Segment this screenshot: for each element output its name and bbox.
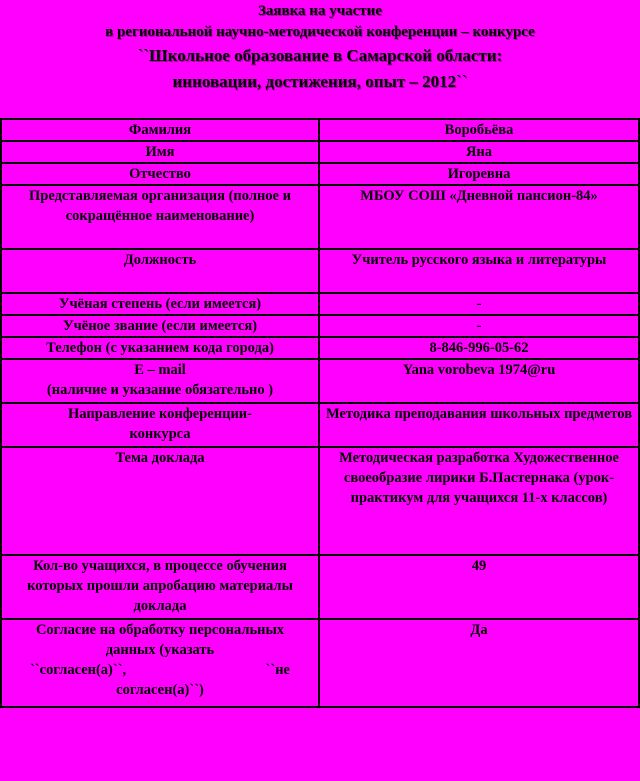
application-table	[0, 118, 640, 708]
consent-label	[1, 619, 319, 707]
academic-title-label: Учёное звание (если имеется)	[1, 315, 319, 337]
academic-title-value: -	[319, 315, 639, 337]
consent-label-line2	[4, 660, 316, 680]
topic-label: Тема доклада	[1, 447, 319, 555]
consent-value: Да	[319, 619, 639, 707]
direction-value: Методика преподавания школьных предметов	[319, 403, 639, 447]
consent-label-line1: Согласие на обработку персональных данных (указать	[35, 622, 285, 658]
name-label: Имя	[1, 141, 319, 163]
table-row	[1, 619, 639, 707]
surname-label: Фамилия	[1, 119, 319, 141]
consent-label-line3: согласен(а)``)	[116, 682, 204, 698]
students-count-label: Кол-во учащихся, в процессе обучения которых прошли апробацию материалы доклада	[1, 555, 319, 619]
email-label-note: (наличие и указание обязательно )	[46, 382, 274, 398]
organization-value: МБОУ СОШ «Дневной пансион-84»	[319, 185, 639, 249]
conference-name-line1: ``Школьное образование в Самарской области:	[137, 46, 503, 65]
phone-label: Телефон (с указанием кода города)	[1, 337, 319, 359]
degree-value: -	[319, 293, 639, 315]
email-label-main: E – mail	[134, 362, 186, 378]
table-row	[1, 141, 639, 163]
table-row	[1, 185, 639, 249]
email-value: Yana vorobeva 1974@ru	[319, 359, 639, 403]
patronymic-value: Игоревна	[319, 163, 639, 185]
table-row	[1, 359, 639, 403]
table-row	[1, 163, 639, 185]
degree-label: Учёная степень (если имеется)	[1, 293, 319, 315]
name-value: Яна	[319, 141, 639, 163]
position-label: Должность	[1, 249, 319, 293]
phone-value: 8-846-996-05-62	[319, 337, 639, 359]
organization-label: Представляемая организация (полное и сокращённое наименование)	[1, 185, 319, 249]
students-count-value: 49	[319, 555, 639, 619]
conference-name-line2: инновации, достижения, опыт – 2012``	[172, 72, 468, 91]
consent-option-agree: ``согласен(а)``,	[30, 662, 127, 678]
table-row	[1, 119, 639, 141]
patronymic-label: Отчество	[1, 163, 319, 185]
position-value: Учитель русского языка и литературы	[319, 249, 639, 293]
table-row	[1, 293, 639, 315]
surname-value: Воробьёва	[319, 119, 639, 141]
form-subtitle: в региональной научно-методической конференции – конкурсе	[105, 24, 535, 40]
direction-label: Направление конференции-конкурса	[1, 403, 319, 447]
email-label	[1, 359, 319, 403]
table-row	[1, 555, 639, 619]
table-row	[1, 403, 639, 447]
table-row	[1, 447, 639, 555]
topic-value: Методическая разработка Художественное своеобразие лирики Б.Пастернака (урок-практикум для учащихся 11-х классов)	[319, 447, 639, 555]
table-row	[1, 315, 639, 337]
form-title: Заявка на участие	[258, 3, 382, 19]
table-row	[1, 337, 639, 359]
table-row	[1, 249, 639, 293]
consent-option-disagree: ``не	[265, 662, 290, 678]
